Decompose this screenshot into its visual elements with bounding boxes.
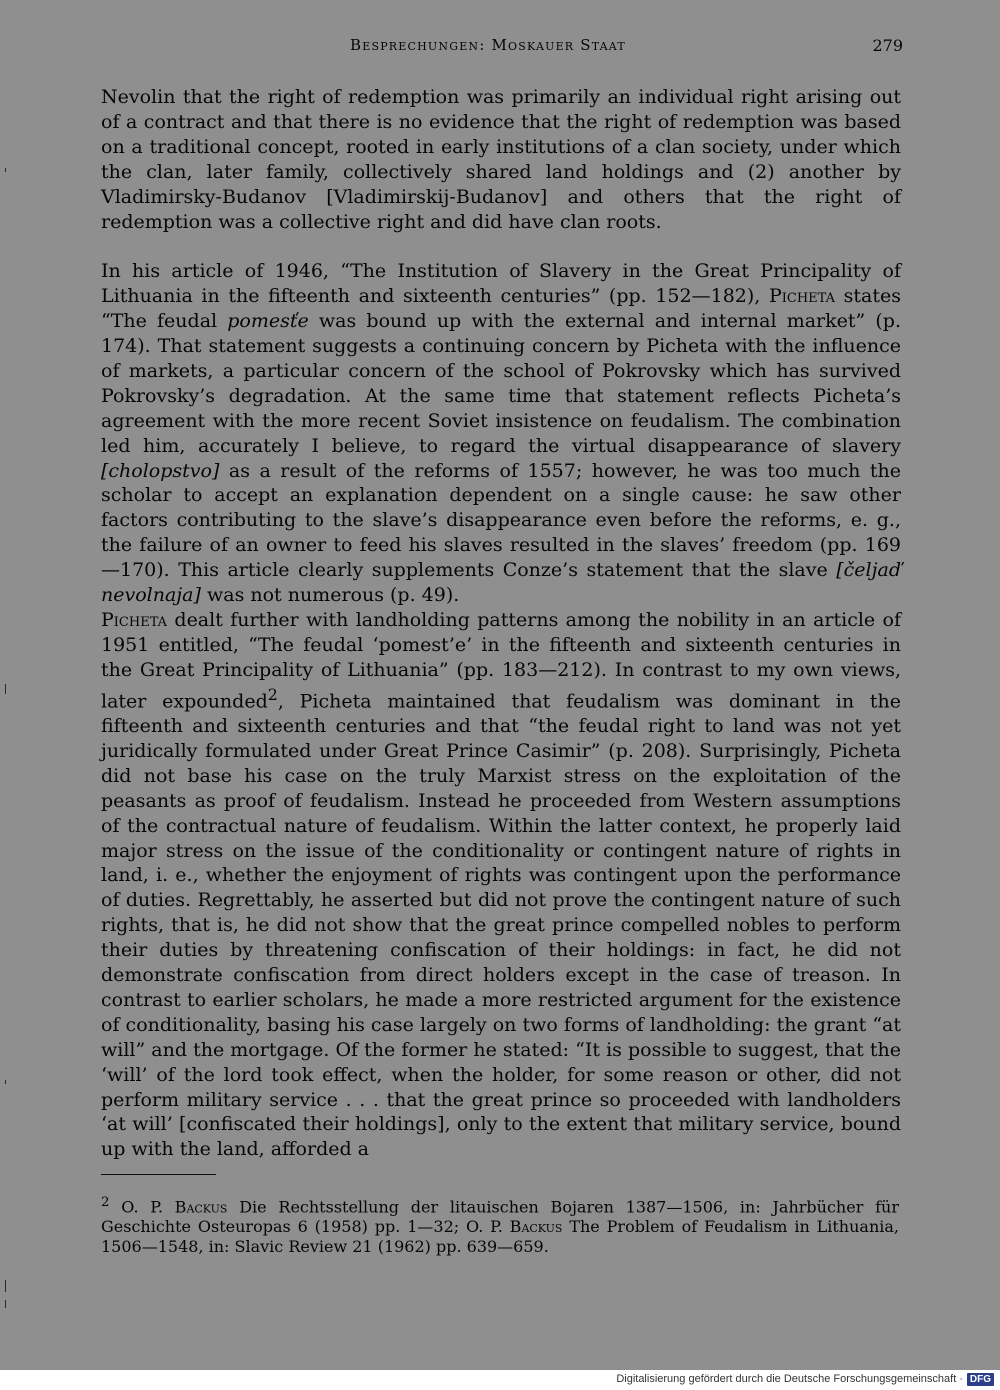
footnote-marker: 2 bbox=[101, 1195, 110, 1210]
footnote-reference[interactable]: 2 bbox=[267, 684, 278, 704]
footnote bbox=[101, 1193, 899, 1257]
text-run: , Picheta maintained that feudalism was dominant in the fifteenth and sixteenth centuries and that “the feudal right to land was not yet juridically formulated under Great Prince Casimir” (p. 208). Surprisingly, Picheta did not base his case on the truly Marxist stress on the exploitation of the peasants as proof of feudalism. Instead he proceeded from Western assumptions of the contractual nature of feudalism. Within the latter context, he properly laid major stress on the issue of the conditionality or contingent nature of rights in land, i. e., whether the enjoyment of rights was contingent upon the performance of duties. Regrettably, he asserted but did not prove the contingent nature of such rights, that is, he did not show that the great prince compelled nobles to perform their duties by threatening confiscation of their holdings: in fact, he did not demonstrate confiscation from direct holders except in the case of treason. In contrast to earlier scholars, he made a more restricted argument for the existence of conditionality, basing his case largely on two forms of landholding: the grant “at will” and the mortgage. Of the former he stated: “It is possible to suggest, that the ‘will’ of the lord took effect, when the holder, for some reason or other, did not perform military service . . . that the great prince so proceeded with landholders ‘at will’ [confiscated their holdings], only to the extent that military service, bound up with the land, afforded a bbox=[101, 690, 901, 1161]
paragraph bbox=[101, 259, 901, 608]
paragraph-gap bbox=[101, 234, 901, 259]
running-title: Besprechungen: Moskauer Staat bbox=[350, 36, 626, 54]
digitization-footer bbox=[0, 1370, 1000, 1390]
paragraph bbox=[101, 608, 901, 1162]
footnote-text: The Problem of Feudalism in Lithuania, 1506—1548, in: Slavic Review 21 (1962) pp. 639—659. bbox=[101, 1217, 900, 1257]
text-run: Nevolin that the right of redemption was primarily an individual right arising out of a contract and that there is no evidence that the right of redemption was based on a traditional concept, rooted in early institutions of a clan society, under which the clan, later family, collectively shared land holdings and (2) another by Vladimirsky-Budanov [Vladimirskij-Budanov] and others that the right of redemption was a collective right and did have clan roots. bbox=[101, 86, 901, 233]
margin-mark bbox=[5, 1080, 6, 1084]
margin-mark bbox=[5, 1280, 6, 1292]
text-run: as a result of the reforms of 1557; however, he was too much the scholar to accept an explanation dependent on a single cause: he saw other factors contributing to the slave’s disappearance even before the reforms, e. g., the failure of an owner to feed his slaves resulted in the slaves’ freedom (pp. 169—170). This article clearly supplements Conze’s statement that the slave bbox=[101, 459, 901, 582]
italic-term: pomesťe bbox=[227, 310, 309, 333]
margin-mark bbox=[5, 1300, 6, 1308]
text-run: states “The feudal bbox=[101, 285, 901, 333]
margin-mark bbox=[5, 168, 6, 172]
footnote-author: O. P. Backus bbox=[466, 1217, 563, 1237]
page-number: 279 bbox=[872, 36, 903, 55]
paragraph bbox=[101, 85, 901, 234]
funding-credit: Digitalisierung gefördert durch die Deutsche Forschungsgemeinschaft · bbox=[616, 1373, 963, 1385]
running-head bbox=[100, 36, 903, 58]
text-run: dealt further with landholding patterns among the nobility in an article of 1951 entitled, “The feudal ‘pomest’e’ in the fifteenth and sixteenth centuries in the Great Principality of Lithuania” (pp. 183—212). In contrast to my own views, later expounded bbox=[101, 609, 901, 713]
footnote-text: Die Rechtsstellung der litauischen Bojaren 1387—1506, in: Jahrbücher für Geschichte Osteuropas 6 (1958) pp. 1—32; bbox=[101, 1197, 899, 1237]
italic-term: [čeljaď nevolnaja] bbox=[101, 559, 901, 607]
margin-mark bbox=[5, 684, 6, 694]
author-name: Picheta bbox=[101, 609, 168, 632]
footnote-author: O. P. Backus bbox=[121, 1197, 228, 1217]
author-name: Picheta bbox=[768, 285, 836, 308]
text-run: was bound up with the external and internal market” (p. 174). That statement suggests a continuing concern by Picheta with the influence of markets, a particular concern of the school of Pokrovsky which has survived Pokrovsky’s degradation. At the same time that statement reflects Picheta’s agreement with the more recent Soviet insistence on feudalism. The combination led him, accurately I believe, to regard the virtual disappearance of slavery bbox=[101, 310, 901, 457]
dfg-logo-icon: DFG bbox=[967, 1373, 994, 1386]
body-text bbox=[101, 85, 901, 1162]
italic-term: [cholopstvo] bbox=[101, 459, 220, 482]
text-run: In his article of 1946, “The Institution of Slavery in the Great Principality of Lithuania in the fifteenth and sixteenth centuries” (pp. 152—182), bbox=[101, 260, 901, 308]
footnotes bbox=[101, 1193, 899, 1257]
text-run: was not numerous (p. 49). bbox=[200, 584, 460, 607]
footnote-rule bbox=[101, 1174, 216, 1175]
